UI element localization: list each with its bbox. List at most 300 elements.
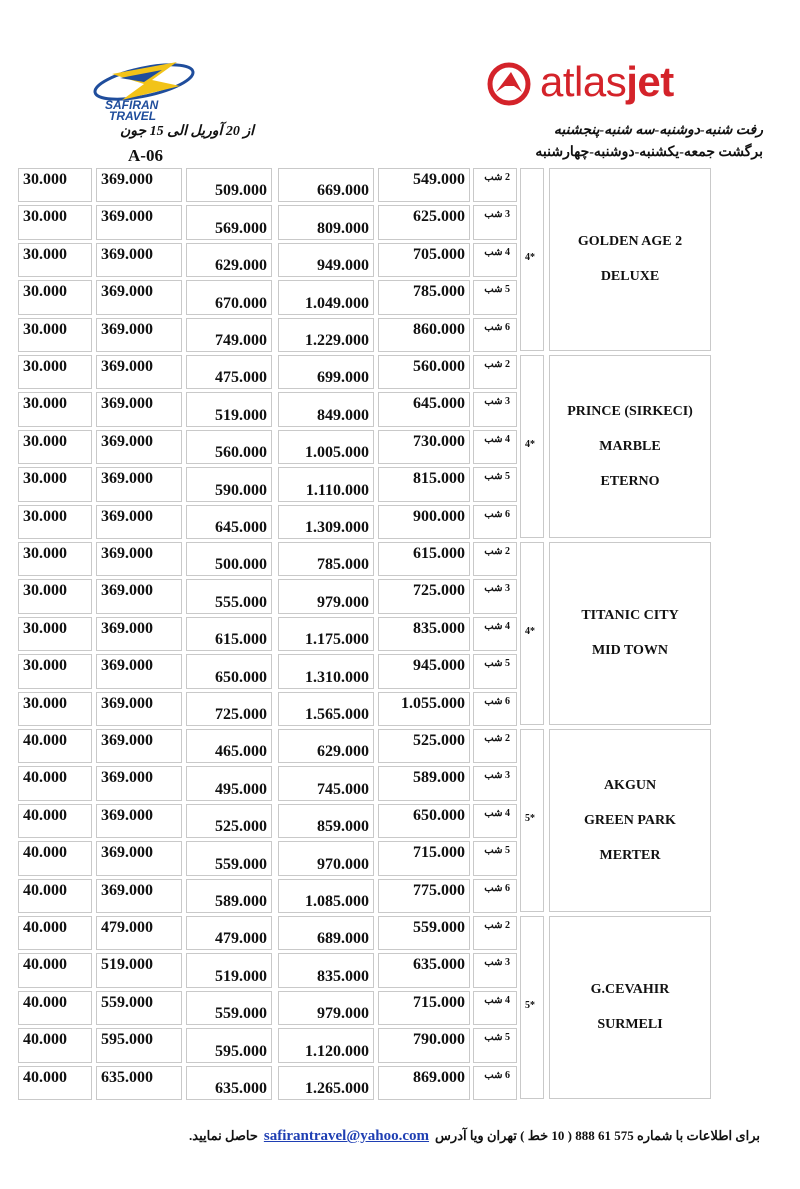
price-value: 1.085.000 (305, 892, 369, 910)
price-value: 369.000 (101, 694, 153, 712)
price-cell-double (278, 355, 374, 389)
price-cell-child (96, 617, 182, 651)
price-cell-single (378, 991, 470, 1025)
hotel-name-cell (549, 916, 711, 1099)
price-value: 30.000 (23, 283, 67, 301)
price-value: 669.000 (317, 182, 369, 200)
price-value: 569.000 (215, 219, 267, 237)
price-value: 30.000 (23, 694, 67, 712)
price-value: 2 شب (484, 172, 510, 183)
price-cell-extra (18, 617, 92, 651)
price-value: 715.000 (413, 844, 465, 862)
price-cell-double (278, 579, 374, 613)
price-value: 6 شب (484, 321, 510, 333)
price-cell-child (96, 467, 182, 501)
price-cell-double (278, 804, 374, 838)
price-value: 30.000 (23, 582, 67, 600)
price-value: 369.000 (101, 769, 153, 787)
contact-footer (189, 1128, 760, 1145)
price-value: 369.000 (101, 358, 153, 375)
price-cell-triple (186, 654, 272, 688)
hotel-name-cell (549, 729, 711, 912)
price-value: 559.000 (413, 919, 465, 936)
price-cell-extra (18, 205, 92, 239)
price-cell-single (378, 617, 470, 651)
price-table (18, 166, 712, 1102)
price-value: 40.000 (23, 844, 67, 862)
price-cell-triple (186, 280, 272, 314)
price-value: 670.000 (215, 294, 267, 312)
price-cell-single (378, 1028, 470, 1062)
price-cell-triple (186, 1066, 272, 1100)
price-value: 40.000 (23, 806, 67, 824)
price-value: 3 شب (484, 957, 510, 969)
price-cell-single (378, 579, 470, 613)
price-cell-single (378, 654, 470, 688)
atlasjet-logo-icon (487, 62, 531, 106)
hotel-name-line: ETERNO (600, 473, 660, 489)
price-value: 509.000 (215, 182, 267, 200)
price-cell-child (96, 729, 182, 763)
price-cell-extra (18, 467, 92, 501)
price-cell-single (378, 841, 470, 875)
price-value: 589.000 (413, 769, 465, 787)
price-value: 40.000 (23, 769, 67, 787)
hotel-name-cell (549, 168, 711, 351)
price-value: 479.000 (215, 930, 267, 948)
price-value: 465.000 (215, 743, 267, 761)
price-value: 559.000 (215, 855, 267, 873)
price-value: 519.000 (101, 956, 153, 974)
hotel-name-line: DELUXE (600, 269, 660, 284)
price-value: 30.000 (23, 320, 67, 338)
price-cell-extra (18, 804, 92, 838)
price-cell-single (378, 467, 470, 501)
price-value: 30.000 (23, 545, 67, 562)
price-cell-extra (18, 318, 92, 352)
price-value: 4 شب (484, 620, 510, 632)
price-cell-single (378, 392, 470, 426)
price-value: 5 شب (484, 845, 510, 857)
price-cell-double (278, 280, 374, 314)
safiran-brand-text (105, 100, 158, 122)
price-cell-triple (186, 617, 272, 651)
footer-info-text: برای اطلاعات با شماره 575 61 888 ( 10 خط ) تهران ویا آدرس (435, 1128, 760, 1143)
price-cell-single (378, 318, 470, 352)
price-cell-double (278, 392, 374, 426)
price-value: 615.000 (413, 545, 465, 562)
price-cell-child (96, 654, 182, 688)
price-cell-single (378, 804, 470, 838)
price-value: 30.000 (23, 619, 67, 637)
price-cell-single (378, 729, 470, 763)
price-cell-child (96, 243, 182, 277)
price-cell-nights (473, 879, 517, 913)
price-cell-extra (18, 841, 92, 875)
price-cell-double (278, 879, 374, 913)
price-cell-single (378, 1066, 470, 1100)
hotel-name-line: PRINCE (SIRKECI) (567, 403, 693, 419)
price-cell-single (378, 692, 470, 726)
price-value: 6 شب (484, 882, 510, 894)
price-value: 369.000 (101, 545, 153, 562)
price-value: 815.000 (413, 470, 465, 488)
price-value: 369.000 (101, 470, 153, 488)
price-cell-triple (186, 318, 272, 352)
price-cell-child (96, 579, 182, 613)
price-value: 560.000 (215, 444, 267, 462)
hotel-name-line: GREEN PARK (584, 812, 676, 828)
price-value: 40.000 (23, 1068, 67, 1086)
price-cell-child (96, 991, 182, 1025)
hotel-star-rating (520, 542, 544, 725)
price-value: 30.000 (23, 657, 67, 675)
price-value: 4 شب (484, 994, 510, 1006)
price-value: 519.000 (215, 967, 267, 985)
price-cell-nights (473, 729, 517, 763)
price-value: 1.175.000 (305, 631, 369, 649)
price-value: 369.000 (101, 507, 153, 525)
price-cell-double (278, 430, 374, 464)
price-value: 650.000 (215, 668, 267, 686)
price-value: 479.000 (101, 919, 153, 936)
price-cell-triple (186, 692, 272, 726)
price-value: 589.000 (215, 892, 267, 910)
price-value: 369.000 (101, 657, 153, 675)
price-value: 4 شب (484, 807, 510, 819)
star-value: 4* (525, 251, 535, 263)
price-value: 979.000 (317, 1005, 369, 1023)
price-value: 30.000 (23, 507, 67, 525)
price-value: 949.000 (317, 257, 369, 275)
price-value: 645.000 (413, 395, 465, 413)
price-value: 869.000 (413, 1068, 465, 1086)
price-value: 5 شب (484, 1032, 510, 1044)
price-value: 900.000 (413, 507, 465, 525)
price-value: 2 شب (484, 546, 510, 557)
price-cell-triple (186, 991, 272, 1025)
price-value: 1.120.000 (305, 1042, 369, 1060)
price-value: 560.000 (413, 358, 465, 375)
price-cell-single (378, 953, 470, 987)
price-cell-nights (473, 430, 517, 464)
hotel-name-cell (549, 355, 711, 538)
price-value: 3 شب (484, 770, 510, 782)
hotel-star-rating (520, 729, 544, 912)
price-value: 785.000 (317, 556, 369, 574)
price-cell-nights (473, 916, 517, 950)
price-cell-child (96, 168, 182, 202)
price-value: 369.000 (101, 582, 153, 600)
price-cell-triple (186, 505, 272, 539)
price-value: 5 شب (484, 658, 510, 670)
price-cell-nights (473, 841, 517, 875)
price-cell-child (96, 1066, 182, 1100)
price-cell-extra (18, 280, 92, 314)
price-cell-child (96, 205, 182, 239)
price-cell-double (278, 168, 374, 202)
price-cell-triple (186, 168, 272, 202)
brand-line-1: SAFIRAN (105, 98, 159, 112)
price-value: 835.000 (317, 967, 369, 985)
price-cell-double (278, 205, 374, 239)
price-value: 859.000 (317, 818, 369, 836)
price-cell-child (96, 430, 182, 464)
hotel-name-line: MID TOWN (591, 643, 669, 658)
price-value: 635.000 (101, 1068, 153, 1086)
price-value: 785.000 (413, 283, 465, 301)
price-value: 979.000 (317, 593, 369, 611)
price-cell-triple (186, 392, 272, 426)
hotel-name-line: GOLDEN AGE 2 (577, 234, 683, 249)
price-cell-triple (186, 467, 272, 501)
price-value: 525.000 (413, 732, 465, 749)
price-value: 1.055.000 (401, 694, 465, 712)
price-cell-child (96, 879, 182, 913)
price-cell-extra (18, 1028, 92, 1062)
price-value: 849.000 (317, 406, 369, 424)
price-value: 2 شب (484, 359, 510, 370)
price-value: 30.000 (23, 171, 67, 188)
price-cell-nights (473, 953, 517, 987)
price-cell-extra (18, 729, 92, 763)
price-value: 3 شب (484, 396, 510, 408)
price-value: 369.000 (101, 320, 153, 338)
price-cell-extra (18, 1066, 92, 1100)
price-value: 30.000 (23, 208, 67, 226)
price-value: 2 شب (484, 920, 510, 931)
price-cell-double (278, 542, 374, 576)
price-value: 519.000 (215, 406, 267, 424)
star-value: 5* (525, 999, 535, 1011)
price-cell-nights (473, 243, 517, 277)
price-cell-nights (473, 505, 517, 539)
price-value: 749.000 (215, 331, 267, 349)
price-cell-child (96, 542, 182, 576)
price-cell-single (378, 430, 470, 464)
price-cell-child (96, 692, 182, 726)
star-value: 5* (525, 812, 535, 824)
price-cell-nights (473, 991, 517, 1025)
price-value: 4 شب (484, 433, 510, 445)
brand-line-2: TRAVEL (109, 109, 157, 123)
price-value: 835.000 (413, 619, 465, 637)
price-value: 629.000 (317, 743, 369, 761)
price-value: 369.000 (101, 844, 153, 862)
price-value: 705.000 (413, 245, 465, 263)
price-value: 1.265.000 (305, 1079, 369, 1097)
price-cell-single (378, 879, 470, 913)
price-value: 970.000 (317, 855, 369, 873)
price-cell-single (378, 280, 470, 314)
price-cell-double (278, 243, 374, 277)
price-cell-nights (473, 355, 517, 389)
price-value: 715.000 (413, 993, 465, 1011)
price-value: 1.049.000 (305, 294, 369, 312)
price-value: 635.000 (215, 1079, 267, 1097)
price-value: 775.000 (413, 881, 465, 899)
price-cell-child (96, 766, 182, 800)
price-cell-nights (473, 1066, 517, 1100)
price-value: 725.000 (413, 582, 465, 600)
price-cell-child (96, 355, 182, 389)
price-value: 725.000 (215, 705, 267, 723)
price-value: 369.000 (101, 619, 153, 637)
price-cell-extra (18, 392, 92, 426)
departure-days: رفت شنبه-دوشنبه-سه شنبه-پنجشنبه (553, 123, 763, 138)
price-value: 4 شب (484, 246, 510, 258)
price-value: 369.000 (101, 881, 153, 899)
price-value: 3 شب (484, 209, 510, 221)
price-value: 40.000 (23, 919, 67, 936)
price-cell-nights (473, 766, 517, 800)
price-value: 369.000 (101, 432, 153, 450)
price-cell-child (96, 280, 182, 314)
price-cell-triple (186, 916, 272, 950)
hotel-name-line: AKGUN (603, 777, 657, 793)
return-days: برگشت جمعه-یکشنبه-دوشنبه-چهارشنبه (535, 145, 763, 160)
hotel-name-line: SURMELI (597, 1017, 663, 1032)
price-cell-child (96, 505, 182, 539)
price-cell-triple (186, 841, 272, 875)
price-cell-single (378, 355, 470, 389)
price-cell-double (278, 991, 374, 1025)
price-value: 645.000 (215, 518, 267, 536)
star-value: 4* (525, 438, 535, 450)
hotel-name-line: MARBLE (599, 438, 661, 454)
price-cell-nights (473, 692, 517, 726)
price-cell-extra (18, 542, 92, 576)
price-value: 495.000 (215, 780, 267, 798)
price-value: 6 شب (484, 508, 510, 520)
price-value: 650.000 (413, 806, 465, 824)
email-link[interactable]: safirantravel@yahoo.com (263, 1128, 430, 1144)
price-cell-double (278, 617, 374, 651)
hotel-name-line: G.CEVAHIR (590, 982, 670, 997)
price-cell-double (278, 692, 374, 726)
price-cell-double (278, 467, 374, 501)
price-cell-triple (186, 729, 272, 763)
price-value: 30.000 (23, 245, 67, 263)
price-cell-extra (18, 243, 92, 277)
package-code: A-06 (128, 146, 163, 165)
price-value: 625.000 (413, 208, 465, 226)
price-value: 369.000 (101, 395, 153, 413)
price-value: 689.000 (317, 930, 369, 948)
price-cell-extra (18, 168, 92, 202)
price-cell-nights (473, 804, 517, 838)
price-cell-triple (186, 579, 272, 613)
price-cell-triple (186, 766, 272, 800)
price-value: 5 شب (484, 284, 510, 296)
price-value: 1.005.000 (305, 444, 369, 462)
price-value: 549.000 (413, 171, 465, 188)
price-value: 595.000 (215, 1042, 267, 1060)
hotel-star-rating (520, 916, 544, 1099)
price-cell-extra (18, 953, 92, 987)
price-cell-double (278, 729, 374, 763)
price-value: 5 شب (484, 471, 510, 483)
price-cell-triple (186, 879, 272, 913)
price-cell-triple (186, 804, 272, 838)
price-cell-child (96, 318, 182, 352)
footer-suffix-text: حاصل نمایید. (189, 1128, 258, 1143)
price-value: 30.000 (23, 358, 67, 375)
price-cell-triple (186, 1028, 272, 1062)
price-cell-extra (18, 355, 92, 389)
price-value: 635.000 (413, 956, 465, 974)
price-cell-extra (18, 991, 92, 1025)
price-cell-double (278, 654, 374, 688)
price-cell-single (378, 505, 470, 539)
hotel-name-line: MERTER (599, 847, 661, 863)
price-value: 6 شب (484, 695, 510, 707)
price-cell-triple (186, 430, 272, 464)
price-cell-extra (18, 692, 92, 726)
price-value: 1.110.000 (305, 481, 369, 499)
price-value: 40.000 (23, 732, 67, 749)
price-value: 3 شب (484, 583, 510, 595)
price-cell-single (378, 243, 470, 277)
price-value: 475.000 (215, 369, 267, 387)
price-cell-double (278, 1028, 374, 1062)
price-value: 790.000 (413, 1031, 465, 1049)
price-cell-nights (473, 280, 517, 314)
price-cell-triple (186, 355, 272, 389)
price-value: 500.000 (215, 556, 267, 574)
price-value: 369.000 (101, 732, 153, 749)
price-value: 30.000 (23, 432, 67, 450)
price-cell-nights (473, 579, 517, 613)
star-value: 4* (525, 625, 535, 637)
price-cell-triple (186, 243, 272, 277)
price-cell-single (378, 205, 470, 239)
price-cell-single (378, 168, 470, 202)
price-cell-single (378, 916, 470, 950)
price-cell-nights (473, 1028, 517, 1062)
hotel-star-rating (520, 355, 544, 538)
price-value: 40.000 (23, 993, 67, 1011)
price-cell-nights (473, 617, 517, 651)
price-value: 369.000 (101, 806, 153, 824)
price-cell-triple (186, 205, 272, 239)
price-cell-child (96, 916, 182, 950)
price-value: 40.000 (23, 956, 67, 974)
price-cell-single (378, 766, 470, 800)
price-cell-double (278, 953, 374, 987)
price-value: 595.000 (101, 1031, 153, 1049)
price-value: 745.000 (317, 780, 369, 798)
price-value: 1.309.000 (305, 518, 369, 536)
price-cell-triple (186, 953, 272, 987)
price-value: 525.000 (215, 818, 267, 836)
price-cell-nights (473, 168, 517, 202)
price-cell-double (278, 318, 374, 352)
price-cell-double (278, 1066, 374, 1100)
price-value: 945.000 (413, 657, 465, 675)
price-cell-extra (18, 505, 92, 539)
price-value: 860.000 (413, 320, 465, 338)
price-value: 615.000 (215, 631, 267, 649)
price-value: 369.000 (101, 283, 153, 301)
price-value: 730.000 (413, 432, 465, 450)
price-cell-child (96, 804, 182, 838)
price-cell-nights (473, 205, 517, 239)
price-cell-nights (473, 654, 517, 688)
price-value: 30.000 (23, 470, 67, 488)
price-cell-nights (473, 467, 517, 501)
price-cell-child (96, 841, 182, 875)
